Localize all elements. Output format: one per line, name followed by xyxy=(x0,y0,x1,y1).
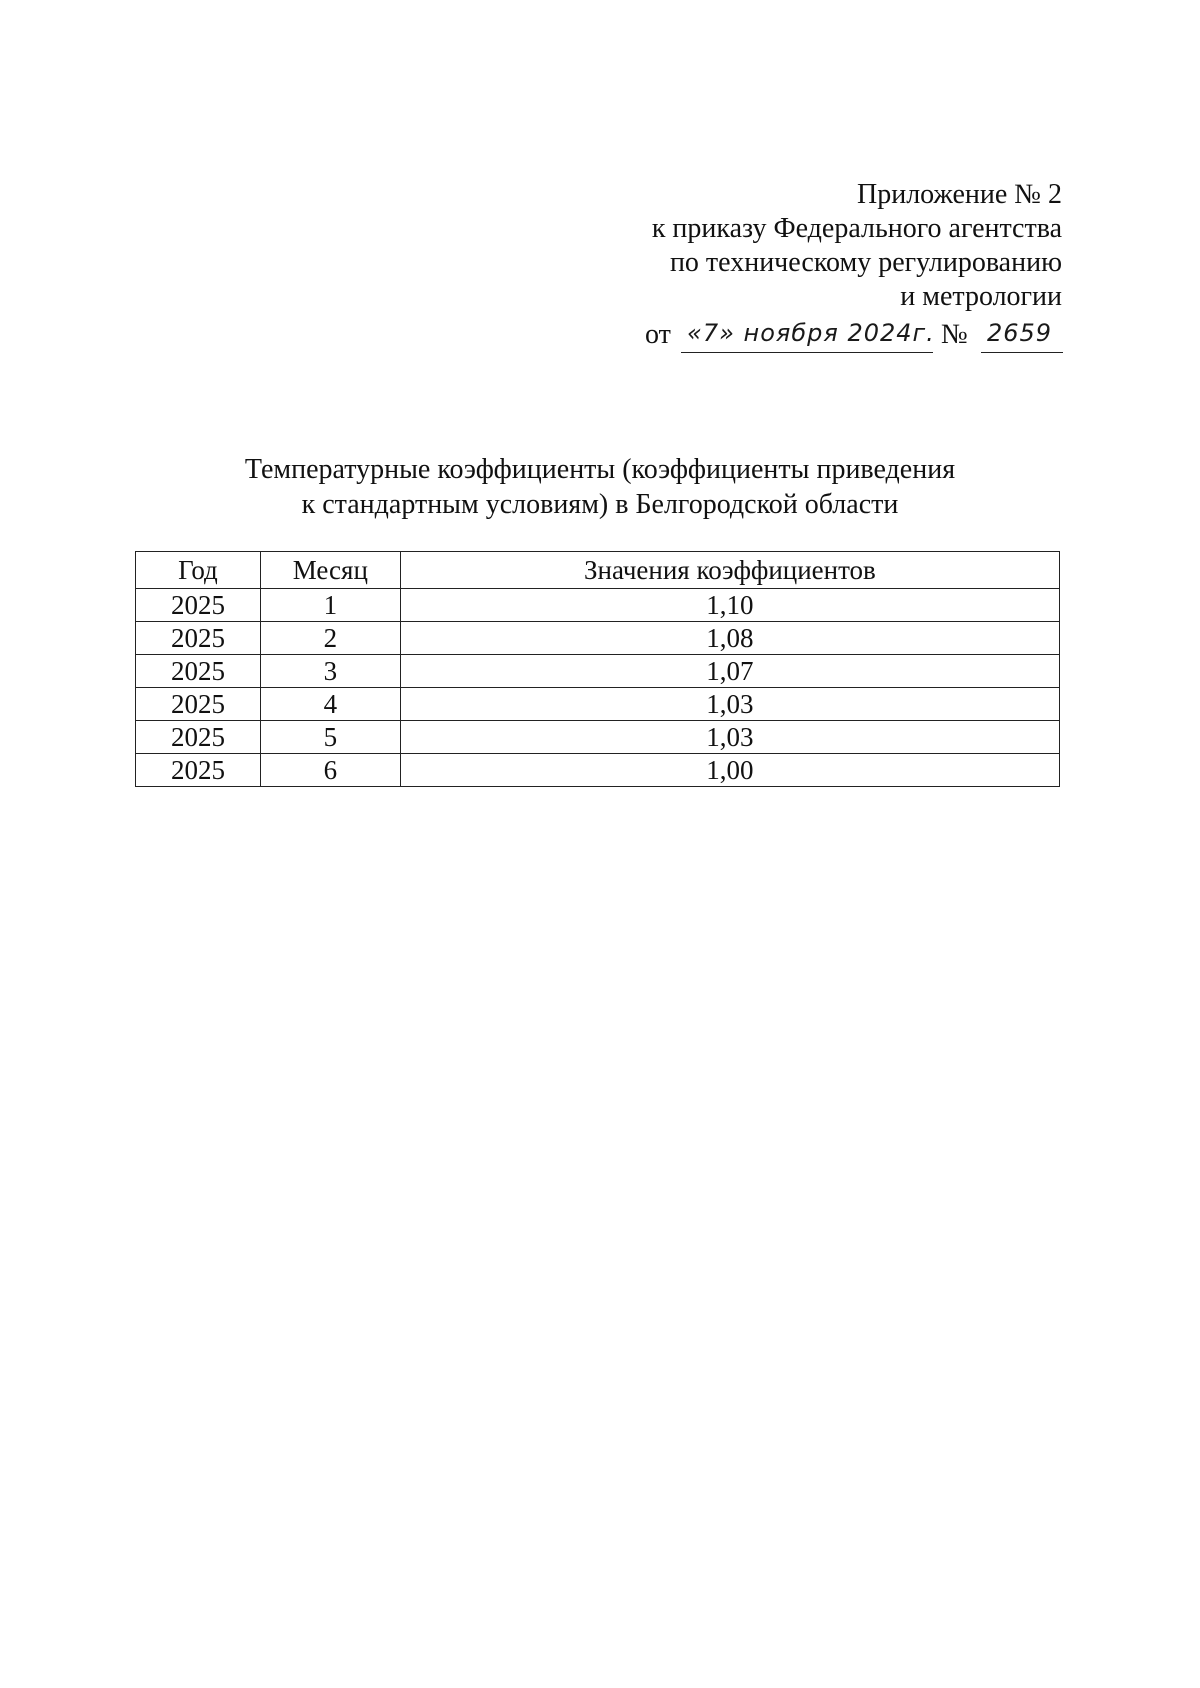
table-row xyxy=(136,688,1060,721)
appendix-order-ref: к приказу Федерального агентства xyxy=(651,213,1062,244)
header-value: Значения коэффициентов xyxy=(400,552,1059,589)
table-row xyxy=(136,754,1060,787)
table-row xyxy=(136,622,1060,655)
cell-value: 1,07 xyxy=(400,655,1059,688)
table-row xyxy=(136,589,1060,622)
coefficients-table-container xyxy=(135,551,1060,787)
cell-year: 2025 xyxy=(136,589,261,622)
order-date-field xyxy=(681,318,933,353)
cell-month: 3 xyxy=(260,655,400,688)
cell-month: 6 xyxy=(260,754,400,787)
title-line-2: к стандартным условиям) в Белгородской области xyxy=(301,489,899,520)
order-number-handwritten: 2659 xyxy=(987,319,1053,347)
order-date-number-line xyxy=(645,318,1063,354)
order-number-field xyxy=(981,318,1063,353)
coefficients-table xyxy=(135,551,1060,787)
cell-month: 5 xyxy=(260,721,400,754)
cell-year: 2025 xyxy=(136,688,261,721)
table-header-row xyxy=(136,552,1060,589)
appendix-agency-line: по техническому регулированию xyxy=(669,247,1062,278)
appendix-agency-line-end: и метрологии xyxy=(900,281,1062,312)
cell-value: 1,00 xyxy=(400,754,1059,787)
order-date-prefix: от xyxy=(645,319,671,350)
appendix-number: Приложение № 2 xyxy=(857,179,1062,210)
cell-value: 1,03 xyxy=(400,688,1059,721)
cell-year: 2025 xyxy=(136,754,261,787)
cell-month: 4 xyxy=(260,688,400,721)
document-title xyxy=(160,452,1040,522)
title-line-1: Температурные коэффициенты (коэффициенты приведения xyxy=(244,454,956,485)
cell-year: 2025 xyxy=(136,622,261,655)
cell-year: 2025 xyxy=(136,655,261,688)
appendix-header xyxy=(652,178,1062,314)
table-row xyxy=(136,721,1060,754)
order-number-label: № xyxy=(941,319,968,350)
cell-month: 2 xyxy=(260,622,400,655)
header-month: Месяц xyxy=(260,552,400,589)
cell-value: 1,03 xyxy=(400,721,1059,754)
cell-month: 1 xyxy=(260,589,400,622)
order-date-handwritten: «7» ноября 2024г. xyxy=(687,319,935,347)
cell-year: 2025 xyxy=(136,721,261,754)
table-row xyxy=(136,655,1060,688)
cell-value: 1,10 xyxy=(400,589,1059,622)
cell-value: 1,08 xyxy=(400,622,1059,655)
header-year: Год xyxy=(136,552,261,589)
